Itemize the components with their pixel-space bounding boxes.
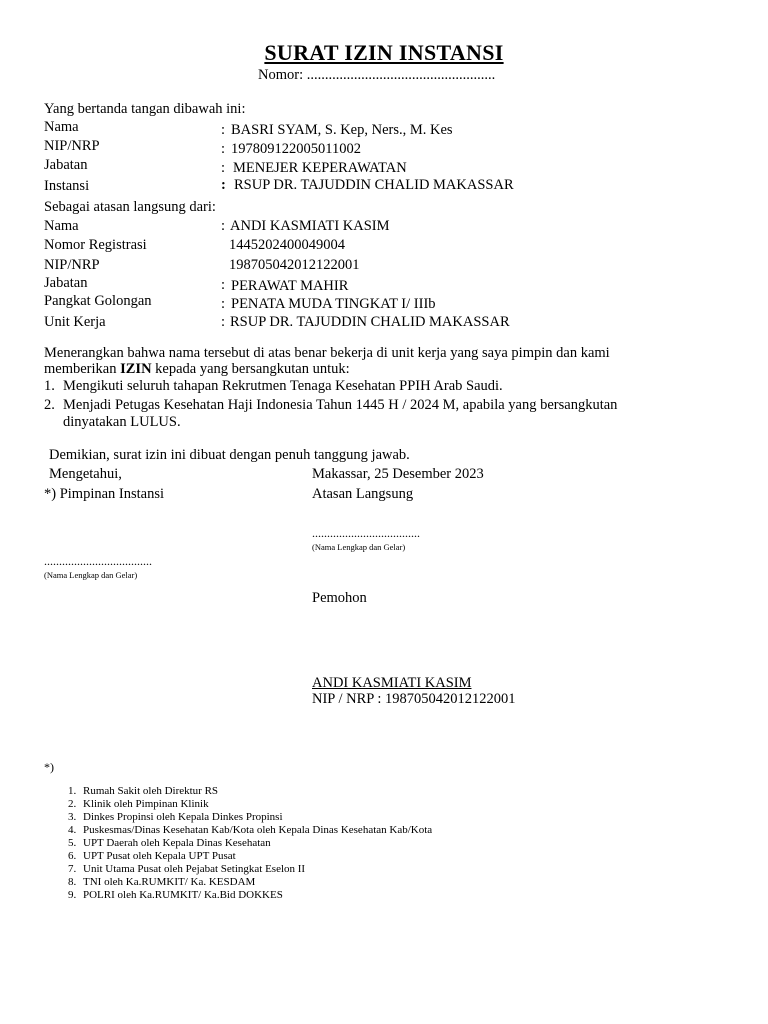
signer-label-jabatan: Jabatan — [44, 157, 88, 173]
signer-label-instansi: Instansi — [44, 178, 90, 194]
applicant-name: ANDI KASMIATI KASIM — [312, 675, 472, 691]
signer-value-nama: BASRI SYAM, S. Kep, Ners., M. Kes — [231, 122, 453, 138]
footnote-num: 6. — [68, 850, 77, 862]
footnote-text: UPT Daerah oleh Kepala Dinas Kesehatan — [83, 837, 271, 849]
body-item-2-cont: dinyatakan LULUS. — [63, 414, 181, 430]
footnote-num: 9. — [68, 889, 77, 901]
pimpinan-label: *) Pimpinan Instansi — [44, 486, 165, 502]
sub-label-noreg: Nomor Registrasi — [44, 237, 147, 253]
footnote-text: POLRI oleh Ka.RUMKIT/ Ka.Bid DOKKES — [83, 889, 283, 901]
sub-value-nip: 198705042012122001 — [229, 257, 360, 273]
sub-value-unit: RSUP DR. TAJUDDIN CHALID MAKASSAR — [230, 314, 510, 330]
sub-value-pangkat: PENATA MUDA TINGKAT I/ IIIb — [231, 296, 436, 312]
place-date: Makassar, 25 Desember 2023 — [312, 466, 484, 482]
sub-label-nama: Nama — [44, 218, 79, 234]
footnote-num: 5. — [68, 837, 77, 849]
footnote-num: 7. — [68, 863, 77, 875]
signer-value-jabatan: MENEJER KEPERAWATAN — [233, 160, 407, 176]
sub-label-unit: Unit Kerja — [44, 314, 106, 330]
name-hint-right: (Nama Lengkap dan Gelar) — [312, 542, 406, 552]
signer-value-nip: 197809122005011002 — [231, 141, 361, 157]
footnote-num: 3. — [68, 811, 77, 823]
subordinate-intro: Sebagai atasan langsung dari: — [44, 199, 216, 215]
sub-value-jabatan: PERAWAT MAHIR — [231, 278, 349, 294]
mengetahui-label: Mengetahui, — [49, 466, 122, 482]
body-line-1: Menerangkan bahwa nama tersebut di atas benar bekerja di unit kerja yang saya pimpin dan kami — [44, 345, 610, 361]
footnote-num: 2. — [68, 798, 77, 810]
signer-sep-instansi: : — [221, 177, 226, 193]
sub-value-nama: ANDI KASMIATI KASIM — [230, 218, 390, 234]
footnote-marker: *) — [44, 760, 54, 774]
signer-value-instansi: RSUP DR. TAJUDDIN CHALID MAKASSAR — [234, 177, 514, 193]
footnote-text: Puskesmas/Dinas Kesehatan Kab/Kota oleh Kepala Dinas Kesehatan Kab/Kota — [83, 824, 433, 836]
izin-bold-text: IZIN — [120, 361, 152, 377]
body-item-2-num: 2. — [44, 397, 55, 413]
sub-value-noreg: 1445202400049004 — [229, 237, 345, 253]
signature-line-left: .................................... — [44, 554, 152, 568]
footnote-text: Rumah Sakit oleh Direktur RS — [83, 785, 219, 797]
sub-label-jabatan: Jabatan — [44, 275, 88, 291]
sub-label-pangkat: Pangkat Golongan — [44, 293, 152, 309]
applicant-nip: NIP / NRP : 198705042012122001 — [312, 691, 516, 707]
body-line-2-pre: memberikan — [44, 361, 121, 377]
body-line-2-post: kepada yang bersangkutan untuk: — [151, 361, 350, 377]
sub-label-nip: NIP/NRP — [44, 257, 100, 273]
letter-title: SURAT IZIN INSTANSI — [264, 40, 504, 65]
body-item-1-text: Mengikuti seluruh tahapan Rekrutmen Tenaga Kesehatan PPIH Arab Saudi. — [63, 378, 503, 394]
signer-sep-jabatan: : — [221, 160, 226, 176]
footnote-text: Dinkes Propinsi oleh Kepala Dinkes Propinsi — [83, 811, 283, 823]
sub-sep-jabatan: : — [221, 277, 226, 293]
name-hint-left: (Nama Lengkap dan Gelar) — [44, 570, 138, 580]
body-line-2 — [44, 361, 350, 378]
sub-sep-unit: : — [221, 314, 226, 330]
sub-sep-pangkat: : — [221, 296, 226, 312]
footnote-text: Unit Utama Pusat oleh Pejabat Setingkat Eselon II — [83, 863, 306, 875]
body-item-1-num: 1. — [44, 378, 55, 394]
intro-text: Yang bertanda tangan dibawah ini: — [44, 101, 246, 117]
signer-label-nip: NIP/NRP — [44, 138, 100, 154]
closing-text: Demikian, surat izin ini dibuat dengan penuh tanggung jawab. — [49, 447, 410, 463]
footnote-num: 8. — [68, 876, 77, 888]
letter-number: Nomor: .................................................... — [258, 67, 496, 83]
atasan-label: Atasan Langsung — [312, 486, 414, 502]
footnote-text: UPT Pusat oleh Kepala UPT Pusat — [83, 850, 236, 862]
signer-label-nama: Nama — [44, 119, 79, 135]
footnote-num: 1. — [68, 785, 77, 797]
signature-line-right: .................................... — [312, 526, 420, 540]
signer-sep-nama: : — [221, 122, 226, 138]
footnote-text: Klinik oleh Pimpinan Klinik — [83, 798, 209, 810]
footnote-text: TNI oleh Ka.RUMKIT/ Ka. KESDAM — [83, 876, 256, 888]
signer-sep-nip: : — [221, 141, 226, 157]
footnote-num: 4. — [68, 824, 77, 836]
body-item-2-text: Menjadi Petugas Kesehatan Haji Indonesia Tahun 1445 H / 2024 M, apabila yang bersangkutan — [63, 397, 618, 413]
sub-sep-nama: : — [221, 218, 226, 234]
pemohon-label: Pemohon — [312, 590, 367, 606]
